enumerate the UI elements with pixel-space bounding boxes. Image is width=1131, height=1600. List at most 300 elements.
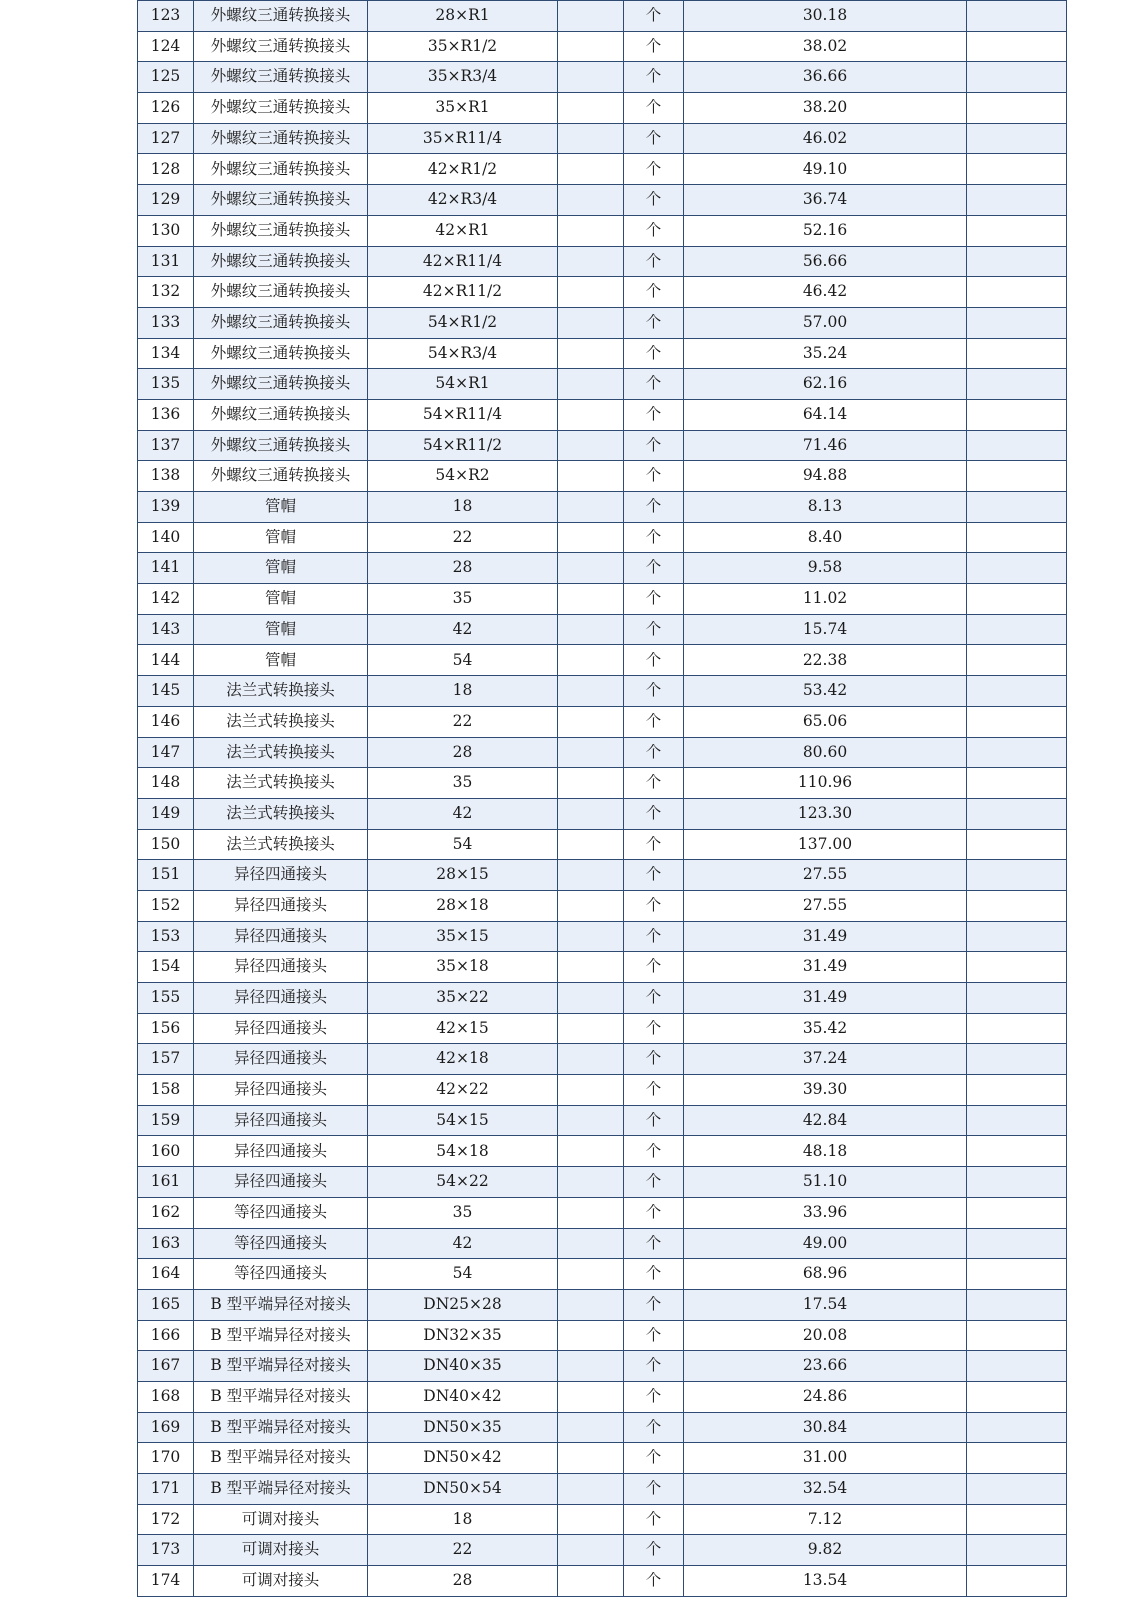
row-number: 151 — [138, 860, 194, 891]
item-name: 外螺纹三通转换接头 — [194, 430, 368, 461]
item-name: 异径四通接头 — [194, 983, 368, 1014]
item-name: 等径四通接头 — [194, 1197, 368, 1228]
row-number: 140 — [138, 522, 194, 553]
blank-cell — [558, 62, 624, 93]
table-row — [138, 430, 1067, 461]
item-name: 法兰式转换接头 — [194, 706, 368, 737]
row-number: 174 — [138, 1566, 194, 1597]
item-name: 管帽 — [194, 492, 368, 523]
row-number: 137 — [138, 430, 194, 461]
item-price: 30.84 — [684, 1412, 967, 1443]
row-number: 131 — [138, 246, 194, 277]
blank-cell — [558, 1044, 624, 1075]
table-row — [138, 645, 1067, 676]
note-cell — [967, 1289, 1067, 1320]
item-price: 46.42 — [684, 277, 967, 308]
item-price: 65.06 — [684, 706, 967, 737]
table-row — [138, 983, 1067, 1014]
item-name: 异径四通接头 — [194, 1044, 368, 1075]
blank-cell — [558, 1228, 624, 1259]
item-name: 法兰式转换接头 — [194, 798, 368, 829]
blank-cell — [558, 860, 624, 891]
blank-cell — [558, 1, 624, 32]
item-price: 42.84 — [684, 1105, 967, 1136]
item-name: 外螺纹三通转换接头 — [194, 369, 368, 400]
row-number: 164 — [138, 1259, 194, 1290]
blank-cell — [558, 1105, 624, 1136]
table-row — [138, 399, 1067, 430]
table-row — [138, 307, 1067, 338]
blank-cell — [558, 1259, 624, 1290]
row-number: 166 — [138, 1320, 194, 1351]
table-row — [138, 215, 1067, 246]
note-cell — [967, 645, 1067, 676]
row-number: 172 — [138, 1504, 194, 1535]
table-row — [138, 1443, 1067, 1474]
note-cell — [967, 553, 1067, 584]
note-cell — [967, 1167, 1067, 1198]
item-price: 23.66 — [684, 1351, 967, 1382]
item-spec: 35×R3/4 — [368, 62, 558, 93]
item-unit: 个 — [624, 1136, 684, 1167]
item-price: 11.02 — [684, 584, 967, 615]
row-number: 159 — [138, 1105, 194, 1136]
item-price: 9.58 — [684, 553, 967, 584]
blank-cell — [558, 1289, 624, 1320]
note-cell — [967, 860, 1067, 891]
table-row — [138, 1474, 1067, 1505]
row-number: 158 — [138, 1075, 194, 1106]
item-spec: 28×18 — [368, 890, 558, 921]
row-number: 126 — [138, 93, 194, 124]
table-row — [138, 1105, 1067, 1136]
row-number: 157 — [138, 1044, 194, 1075]
item-unit: 个 — [624, 31, 684, 62]
note-cell — [967, 1075, 1067, 1106]
blank-cell — [558, 492, 624, 523]
item-price: 52.16 — [684, 215, 967, 246]
blank-cell — [558, 1474, 624, 1505]
item-price: 39.30 — [684, 1075, 967, 1106]
item-name: 异径四通接头 — [194, 1075, 368, 1106]
note-cell — [967, 798, 1067, 829]
row-number: 156 — [138, 1013, 194, 1044]
item-unit: 个 — [624, 123, 684, 154]
table-row — [138, 154, 1067, 185]
item-name: B 型平端异径对接头 — [194, 1443, 368, 1474]
item-name: B 型平端异径对接头 — [194, 1381, 368, 1412]
item-price: 35.24 — [684, 338, 967, 369]
item-spec: 42×15 — [368, 1013, 558, 1044]
item-price: 13.54 — [684, 1566, 967, 1597]
blank-cell — [558, 522, 624, 553]
item-unit: 个 — [624, 1013, 684, 1044]
table-row — [138, 246, 1067, 277]
note-cell — [967, 1474, 1067, 1505]
item-name: 外螺纹三通转换接头 — [194, 215, 368, 246]
note-cell — [967, 584, 1067, 615]
item-price: 49.00 — [684, 1228, 967, 1259]
item-spec: 42 — [368, 798, 558, 829]
row-number: 152 — [138, 890, 194, 921]
item-spec: 54×R11/4 — [368, 399, 558, 430]
item-price: 20.08 — [684, 1320, 967, 1351]
item-price: 38.02 — [684, 31, 967, 62]
item-spec: 35×R1 — [368, 93, 558, 124]
row-number: 145 — [138, 676, 194, 707]
item-name: 异径四通接头 — [194, 1105, 368, 1136]
row-number: 139 — [138, 492, 194, 523]
blank-cell — [558, 553, 624, 584]
row-number: 132 — [138, 277, 194, 308]
item-name: 可调对接头 — [194, 1566, 368, 1597]
note-cell — [967, 522, 1067, 553]
item-spec: 35 — [368, 1197, 558, 1228]
blank-cell — [558, 123, 624, 154]
item-name: 外螺纹三通转换接头 — [194, 62, 368, 93]
table-row — [138, 185, 1067, 216]
blank-cell — [558, 1075, 624, 1106]
table-row — [138, 1167, 1067, 1198]
item-name: 可调对接头 — [194, 1504, 368, 1535]
item-name: 外螺纹三通转换接头 — [194, 461, 368, 492]
table-row — [138, 1259, 1067, 1290]
item-spec: 42 — [368, 1228, 558, 1259]
row-number: 138 — [138, 461, 194, 492]
item-unit: 个 — [624, 1535, 684, 1566]
blank-cell — [558, 1443, 624, 1474]
blank-cell — [558, 1504, 624, 1535]
note-cell — [967, 1228, 1067, 1259]
item-unit: 个 — [624, 461, 684, 492]
item-unit: 个 — [624, 676, 684, 707]
item-price: 30.18 — [684, 1, 967, 32]
item-unit: 个 — [624, 1566, 684, 1597]
item-spec: 42×R11/2 — [368, 277, 558, 308]
table-row — [138, 369, 1067, 400]
table-row — [138, 584, 1067, 615]
blank-cell — [558, 952, 624, 983]
blank-cell — [558, 246, 624, 277]
note-cell — [967, 277, 1067, 308]
item-name: 外螺纹三通转换接头 — [194, 307, 368, 338]
item-unit: 个 — [624, 645, 684, 676]
row-number: 148 — [138, 768, 194, 799]
item-unit: 个 — [624, 1167, 684, 1198]
item-unit: 个 — [624, 706, 684, 737]
item-name: 法兰式转换接头 — [194, 737, 368, 768]
row-number: 142 — [138, 584, 194, 615]
item-unit: 个 — [624, 1, 684, 32]
row-number: 170 — [138, 1443, 194, 1474]
table-row — [138, 1136, 1067, 1167]
item-unit: 个 — [624, 1504, 684, 1535]
item-name: 可调对接头 — [194, 1535, 368, 1566]
table-row — [138, 768, 1067, 799]
item-price: 9.82 — [684, 1535, 967, 1566]
blank-cell — [558, 1381, 624, 1412]
note-cell — [967, 1197, 1067, 1228]
item-name: 外螺纹三通转换接头 — [194, 185, 368, 216]
item-unit: 个 — [624, 62, 684, 93]
item-name: 异径四通接头 — [194, 1013, 368, 1044]
item-spec: 22 — [368, 522, 558, 553]
item-unit: 个 — [624, 307, 684, 338]
row-number: 146 — [138, 706, 194, 737]
item-spec: 42×R11/4 — [368, 246, 558, 277]
item-spec: 54×15 — [368, 1105, 558, 1136]
table-row — [138, 829, 1067, 860]
table-body — [138, 1, 1067, 1597]
blank-cell — [558, 737, 624, 768]
table-row — [138, 62, 1067, 93]
row-number: 141 — [138, 553, 194, 584]
item-unit: 个 — [624, 154, 684, 185]
item-spec: 22 — [368, 1535, 558, 1566]
item-name: 外螺纹三通转换接头 — [194, 277, 368, 308]
blank-cell — [558, 890, 624, 921]
item-unit: 个 — [624, 584, 684, 615]
row-number: 124 — [138, 31, 194, 62]
item-unit: 个 — [624, 492, 684, 523]
table-row — [138, 890, 1067, 921]
note-cell — [967, 62, 1067, 93]
note-cell — [967, 676, 1067, 707]
item-name: B 型平端异径对接头 — [194, 1474, 368, 1505]
blank-cell — [558, 829, 624, 860]
row-number: 161 — [138, 1167, 194, 1198]
blank-cell — [558, 215, 624, 246]
item-unit: 个 — [624, 737, 684, 768]
blank-cell — [558, 983, 624, 1014]
item-spec: 35 — [368, 584, 558, 615]
item-price: 8.40 — [684, 522, 967, 553]
note-cell — [967, 1381, 1067, 1412]
item-unit: 个 — [624, 522, 684, 553]
item-name: 管帽 — [194, 614, 368, 645]
item-spec: 54 — [368, 645, 558, 676]
item-unit: 个 — [624, 1105, 684, 1136]
item-unit: 个 — [624, 1228, 684, 1259]
table-row — [138, 1504, 1067, 1535]
row-number: 127 — [138, 123, 194, 154]
item-unit: 个 — [624, 215, 684, 246]
item-spec: 28 — [368, 1566, 558, 1597]
item-spec: 35×R1/2 — [368, 31, 558, 62]
note-cell — [967, 93, 1067, 124]
blank-cell — [558, 430, 624, 461]
item-spec: 54×R1/2 — [368, 307, 558, 338]
table-row — [138, 614, 1067, 645]
item-price: 8.13 — [684, 492, 967, 523]
item-spec: DN50×42 — [368, 1443, 558, 1474]
row-number: 136 — [138, 399, 194, 430]
note-cell — [967, 952, 1067, 983]
item-spec: 54×R2 — [368, 461, 558, 492]
item-unit: 个 — [624, 1412, 684, 1443]
blank-cell — [558, 921, 624, 952]
row-number: 168 — [138, 1381, 194, 1412]
note-cell — [967, 1044, 1067, 1075]
item-price: 31.49 — [684, 921, 967, 952]
item-name: 管帽 — [194, 553, 368, 584]
item-unit: 个 — [624, 1474, 684, 1505]
note-cell — [967, 31, 1067, 62]
note-cell — [967, 706, 1067, 737]
table-row — [138, 1351, 1067, 1382]
table-row — [138, 522, 1067, 553]
item-price: 38.20 — [684, 93, 967, 124]
item-name: 管帽 — [194, 584, 368, 615]
blank-cell — [558, 31, 624, 62]
item-spec: 42×R1 — [368, 215, 558, 246]
item-unit: 个 — [624, 1381, 684, 1412]
item-unit: 个 — [624, 1443, 684, 1474]
item-name: 外螺纹三通转换接头 — [194, 93, 368, 124]
blank-cell — [558, 1566, 624, 1597]
note-cell — [967, 768, 1067, 799]
item-price: 56.66 — [684, 246, 967, 277]
item-spec: 18 — [368, 676, 558, 707]
note-cell — [967, 492, 1067, 523]
row-number: 165 — [138, 1289, 194, 1320]
item-unit: 个 — [624, 829, 684, 860]
item-price: 31.49 — [684, 952, 967, 983]
item-price: 51.10 — [684, 1167, 967, 1198]
row-number: 135 — [138, 369, 194, 400]
item-unit: 个 — [624, 246, 684, 277]
row-number: 173 — [138, 1535, 194, 1566]
table-row — [138, 737, 1067, 768]
item-spec: DN32×35 — [368, 1320, 558, 1351]
note-cell — [967, 1320, 1067, 1351]
item-price: 15.74 — [684, 614, 967, 645]
item-unit: 个 — [624, 1289, 684, 1320]
note-cell — [967, 430, 1067, 461]
row-number: 155 — [138, 983, 194, 1014]
table-row — [138, 1075, 1067, 1106]
item-price: 17.54 — [684, 1289, 967, 1320]
blank-cell — [558, 584, 624, 615]
item-spec: 28 — [368, 737, 558, 768]
note-cell — [967, 246, 1067, 277]
item-unit: 个 — [624, 952, 684, 983]
note-cell — [967, 307, 1067, 338]
item-spec: 54×22 — [368, 1167, 558, 1198]
blank-cell — [558, 1535, 624, 1566]
item-price: 53.42 — [684, 676, 967, 707]
item-spec: 42×R1/2 — [368, 154, 558, 185]
note-cell — [967, 921, 1067, 952]
item-name: 法兰式转换接头 — [194, 829, 368, 860]
item-unit: 个 — [624, 277, 684, 308]
table-row — [138, 921, 1067, 952]
note-cell — [967, 1566, 1067, 1597]
item-name: B 型平端异径对接头 — [194, 1320, 368, 1351]
item-name: 异径四通接头 — [194, 952, 368, 983]
blank-cell — [558, 706, 624, 737]
item-unit: 个 — [624, 798, 684, 829]
table-row — [138, 461, 1067, 492]
item-unit: 个 — [624, 553, 684, 584]
row-number: 129 — [138, 185, 194, 216]
row-number: 150 — [138, 829, 194, 860]
item-name: 异径四通接头 — [194, 921, 368, 952]
table-row — [138, 277, 1067, 308]
item-price: 49.10 — [684, 154, 967, 185]
item-spec: 35 — [368, 768, 558, 799]
item-name: B 型平端异径对接头 — [194, 1412, 368, 1443]
blank-cell — [558, 645, 624, 676]
item-price: 31.49 — [684, 983, 967, 1014]
item-spec: 42×R3/4 — [368, 185, 558, 216]
row-number: 160 — [138, 1136, 194, 1167]
item-name: 管帽 — [194, 522, 368, 553]
table-row — [138, 798, 1067, 829]
item-spec: 54 — [368, 1259, 558, 1290]
item-name: 异径四通接头 — [194, 1136, 368, 1167]
item-unit: 个 — [624, 921, 684, 952]
note-cell — [967, 461, 1067, 492]
item-name: B 型平端异径对接头 — [194, 1289, 368, 1320]
row-number: 143 — [138, 614, 194, 645]
item-unit: 个 — [624, 369, 684, 400]
item-price: 27.55 — [684, 860, 967, 891]
blank-cell — [558, 676, 624, 707]
note-cell — [967, 1, 1067, 32]
item-spec: 28×R1 — [368, 1, 558, 32]
item-name: 法兰式转换接头 — [194, 676, 368, 707]
item-unit: 个 — [624, 983, 684, 1014]
item-spec: 35×R11/4 — [368, 123, 558, 154]
note-cell — [967, 737, 1067, 768]
row-number: 130 — [138, 215, 194, 246]
item-spec: 18 — [368, 1504, 558, 1535]
item-spec: DN25×28 — [368, 1289, 558, 1320]
blank-cell — [558, 1412, 624, 1443]
note-cell — [967, 1412, 1067, 1443]
note-cell — [967, 1259, 1067, 1290]
note-cell — [967, 614, 1067, 645]
item-unit: 个 — [624, 1259, 684, 1290]
row-number: 149 — [138, 798, 194, 829]
item-name: 异径四通接头 — [194, 890, 368, 921]
blank-cell — [558, 614, 624, 645]
item-price: 57.00 — [684, 307, 967, 338]
item-price: 71.46 — [684, 430, 967, 461]
item-name: 外螺纹三通转换接头 — [194, 246, 368, 277]
blank-cell — [558, 1351, 624, 1382]
item-unit: 个 — [624, 1197, 684, 1228]
note-cell — [967, 1105, 1067, 1136]
item-price: 32.54 — [684, 1474, 967, 1505]
item-price: 31.00 — [684, 1443, 967, 1474]
item-spec: DN40×35 — [368, 1351, 558, 1382]
item-spec: 42×18 — [368, 1044, 558, 1075]
item-unit: 个 — [624, 768, 684, 799]
item-unit: 个 — [624, 430, 684, 461]
table-row — [138, 1535, 1067, 1566]
item-name: B 型平端异径对接头 — [194, 1351, 368, 1382]
row-number: 154 — [138, 952, 194, 983]
table-row — [138, 1, 1067, 32]
blank-cell — [558, 277, 624, 308]
item-spec: 28×15 — [368, 860, 558, 891]
item-name: 外螺纹三通转换接头 — [194, 338, 368, 369]
item-unit: 个 — [624, 1351, 684, 1382]
row-number: 133 — [138, 307, 194, 338]
item-unit: 个 — [624, 399, 684, 430]
